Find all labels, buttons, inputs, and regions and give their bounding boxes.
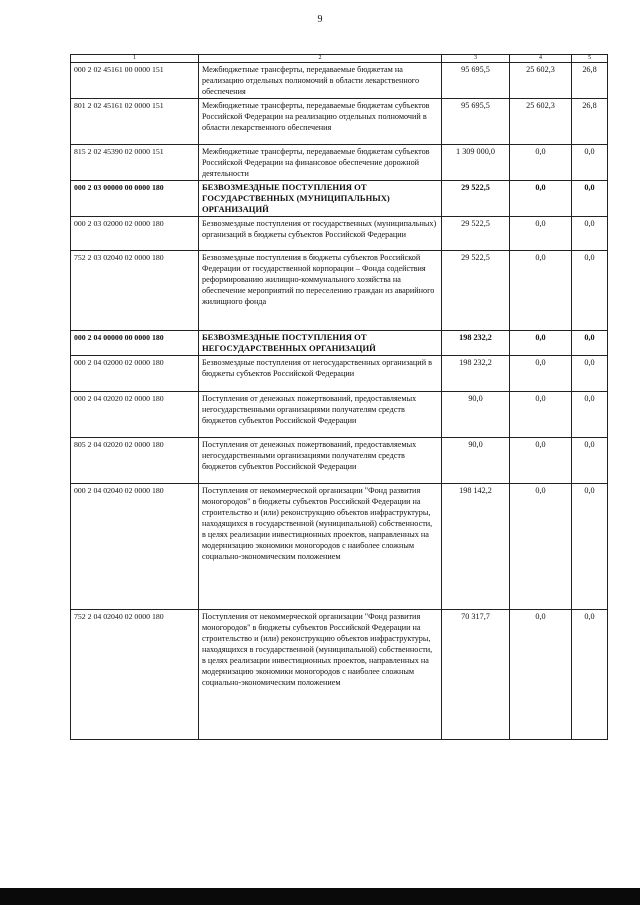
header-row [71,55,608,63]
income-name-cell: Межбюджетные трансферты, передаваемые бюджетам на реализацию отдельных полномочий в области лекарственного обеспечения [199,63,442,99]
executed-amount-cell: 0,0 [510,356,572,392]
income-name-cell: БЕЗВОЗМЕЗДНЫЕ ПОСТУПЛЕНИЯ ОТ ГОСУДАРСТВЕННЫХ (МУНИЦИПАЛЬНЫХ) ОРГАНИЗАЦИЙ [199,181,442,217]
column-header-1: 1 [71,55,199,63]
percent-cell: 0,0 [572,217,608,251]
table-row [71,610,608,740]
column-header-3: 3 [442,55,510,63]
executed-amount-cell: 0,0 [510,438,572,484]
percent-cell: 0,0 [572,145,608,181]
executed-amount-cell: 0,0 [510,181,572,217]
plan-amount-cell: 95 695,5 [442,99,510,145]
income-name-cell: Безвозмездные поступления в бюджеты субъектов Российской Федерации от государственной корпорации – Фонда содействия реформированию жилищно-коммунального хозяйства на обеспечение мероприятий по переселению граждан из аварийного жилищного фонда [199,251,442,331]
table-body [71,63,608,740]
income-name-cell: Поступления от некоммерческой организации "Фонд развития моногородов" в бюджеты субъектов Российской Федерации на строительство и (или) реконструкцию объектов инфраструктуры, находящихся в государственной (муниципальной) собственности, в целях реализации инвестиционных проектов, направленных на модернизацию экономики моногородов с наиболее сложным социально-экономическим положением [199,610,442,740]
percent-cell: 0,0 [572,331,608,356]
budget-code-cell: 815 2 02 45390 02 0000 151 [71,145,199,181]
table-row [71,99,608,145]
executed-amount-cell: 0,0 [510,484,572,610]
executed-amount-cell: 0,0 [510,251,572,331]
plan-amount-cell: 29 522,5 [442,251,510,331]
budget-code-cell: 000 2 03 02000 02 0000 180 [71,217,199,251]
table-section-row [71,331,608,356]
table-row [71,251,608,331]
budget-code-cell: 000 2 04 02020 02 0000 180 [71,392,199,438]
budget-code-cell: 000 2 04 02040 02 0000 180 [71,484,199,610]
executed-amount-cell: 0,0 [510,145,572,181]
column-header-2: 2 [199,55,442,63]
budget-code-cell: 000 2 02 45161 00 0000 151 [71,63,199,99]
income-name-cell: Поступления от денежных пожертвований, предоставляемых негосударственными организациями получателям средств бюджетов субъектов Российской Федерации [199,392,442,438]
table-row [71,484,608,610]
budget-code-cell: 752 2 03 02040 02 0000 180 [71,251,199,331]
scan-bottom-edge [0,888,640,905]
plan-amount-cell: 70 317,7 [442,610,510,740]
budget-code-cell: 805 2 04 02020 02 0000 180 [71,438,199,484]
table-row [71,217,608,251]
income-name-cell: Поступления от денежных пожертвований, предоставляемых негосударственными организациями получателям средств бюджетов субъектов Российской Федерации [199,438,442,484]
executed-amount-cell: 25 602,3 [510,99,572,145]
column-header-4: 4 [510,55,572,63]
income-name-cell: Безвозмездные поступления от государственных (муниципальных) организаций в бюджеты субъектов Российской Федерации [199,217,442,251]
percent-cell: 0,0 [572,356,608,392]
income-name-cell: Поступления от некоммерческой организации "Фонд развития моногородов" в бюджеты субъектов Российской Федерации на строительство и (или) реконструкцию объектов инфраструктуры, находящихся в государственной (муниципальной) собственности, в целях реализации инвестиционных проектов, направленных на модернизацию экономики моногородов с наиболее сложным социально-экономическим положением [199,484,442,610]
percent-cell: 0,0 [572,181,608,217]
plan-amount-cell: 1 309 000,0 [442,145,510,181]
income-name-cell: Безвозмездные поступления от негосударственных организаций в бюджеты субъектов Российской Федерации [199,356,442,392]
executed-amount-cell: 0,0 [510,331,572,356]
executed-amount-cell: 0,0 [510,217,572,251]
income-name-cell: Межбюджетные трансферты, передаваемые бюджетам субъектов Российской Федерации на реализацию отдельных полномочий в области лекарственного обеспечения [199,99,442,145]
executed-amount-cell: 25 602,3 [510,63,572,99]
page-number: 9 [317,14,323,25]
column-header-5: 5 [572,55,608,63]
plan-amount-cell: 29 522,5 [442,217,510,251]
budget-code-cell: 801 2 02 45161 02 0000 151 [71,99,199,145]
percent-cell: 26,8 [572,63,608,99]
table-section-row [71,181,608,217]
income-name-cell: БЕЗВОЗМЕЗДНЫЕ ПОСТУПЛЕНИЯ ОТ НЕГОСУДАРСТВЕННЫХ ОРГАНИЗАЦИЙ [199,331,442,356]
table-row [71,63,608,99]
budget-code-cell: 000 2 04 02000 02 0000 180 [71,356,199,392]
plan-amount-cell: 95 695,5 [442,63,510,99]
income-name-cell: Межбюджетные трансферты, передаваемые бюджетам субъектов Российской Федерации на финансовое обеспечение дорожной деятельности [199,145,442,181]
plan-amount-cell: 198 142,2 [442,484,510,610]
percent-cell: 0,0 [572,484,608,610]
budget-code-cell: 000 2 04 00000 00 0000 180 [71,331,199,356]
plan-amount-cell: 29 522,5 [442,181,510,217]
table-row [71,356,608,392]
percent-cell: 0,0 [572,392,608,438]
executed-amount-cell: 0,0 [510,610,572,740]
executed-amount-cell: 0,0 [510,392,572,438]
plan-amount-cell: 90,0 [442,438,510,484]
table-header [71,55,608,63]
plan-amount-cell: 90,0 [442,392,510,438]
budget-revenue-table [70,54,608,740]
table-row [71,438,608,484]
percent-cell: 0,0 [572,610,608,740]
plan-amount-cell: 198 232,2 [442,356,510,392]
percent-cell: 0,0 [572,251,608,331]
table-row [71,392,608,438]
percent-cell: 26,8 [572,99,608,145]
table-row [71,145,608,181]
plan-amount-cell: 198 232,2 [442,331,510,356]
budget-code-cell: 000 2 03 00000 00 0000 180 [71,181,199,217]
budget-code-cell: 752 2 04 02040 02 0000 180 [71,610,199,740]
percent-cell: 0,0 [572,438,608,484]
